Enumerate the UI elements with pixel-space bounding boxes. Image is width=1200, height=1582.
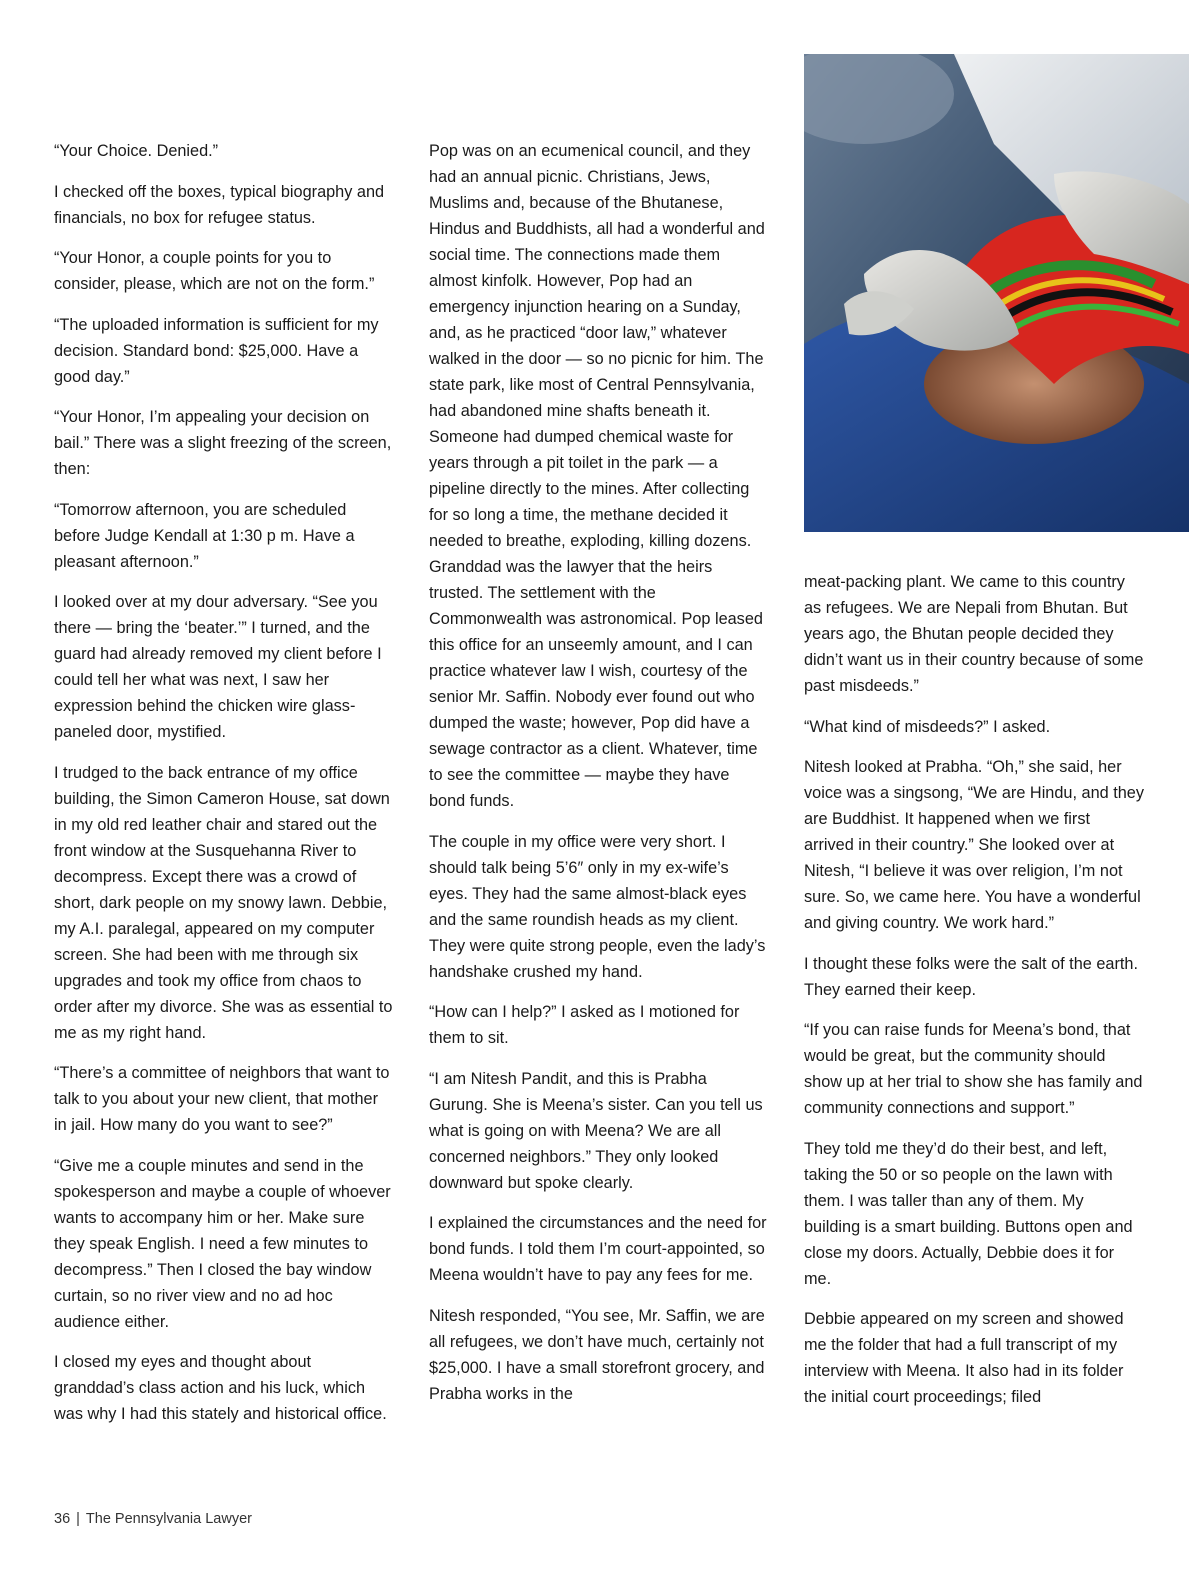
paragraph: Debbie appeared on my screen and showed me the folder that had a full transcript of my interview with Meena. It also had in its folder the initial court proceedings; filed [804, 1310, 1124, 1406]
paragraph: “Tomorrow afternoon, you are scheduled before Judge Kendall at 1:30 p m. Have a pleasant afternoon.” [54, 500, 355, 571]
article-column-2 [429, 138, 769, 1421]
paragraph: The couple in my office were very short. I should talk being 5’6″ only in my ex-wife’s eyes. They had the same almost-black eyes and the same roundish heads as my client. They were quite strong people, even the lady’s handshake crushed my hand. [429, 832, 766, 981]
article-column-3 [804, 569, 1144, 1425]
page-footer [54, 1511, 252, 1527]
paragraph: Nitesh responded, “You see, Mr. Saffin, we are all refugees, we don’t have much, certainly not $25,000. I have a small storefront grocery, and Prabha works in the [429, 1306, 765, 1403]
paragraph: “Give me a couple minutes and send in the spokesperson and maybe a couple of whoever wants to accompany him or her. Make sure they speak English. I need a few minutes to decompress.” Then I closed the bay window curtain, so no river view and no ad hoc audience either. [54, 1156, 391, 1331]
paragraph: “There’s a committee of neighbors that want to talk to you about your new client, that mother in jail. How many do you want to see?” [54, 1064, 390, 1134]
paragraph: “Your Choice. Denied.” [54, 142, 219, 160]
paragraph: “Your Honor, I’m appealing your decision on bail.” There was a slight freezing of the screen, then: [54, 408, 392, 478]
paragraph: They told me they’d do their best, and left, taking the 50 or so people on the lawn with them. I was taller than any of them. My building is a smart building. Buttons open and close my doors. Actually, Debbie does it for me. [804, 1139, 1133, 1288]
footer-separator: | [76, 1511, 80, 1527]
paragraph: “What kind of misdeeds?” I asked. [804, 717, 1051, 736]
paragraph: I closed my eyes and thought about granddad’s class action and his luck, which was why I had this stately and historical office. [54, 1353, 387, 1423]
page-number: 36 [54, 1511, 71, 1527]
paragraph: I trudged to the back entrance of my office building, the Simon Cameron House, sat down in my old red leather chair and stared out the front window at the Susquehanna River to decompress. Except there was a crowd of short, dark people on my snowy lawn. Debbie, my A.I. paralegal, appeared on my computer screen. She had been with me through six upgrades and took my office from chaos to order after my divorce. She was as essential to me as my right hand. [54, 763, 393, 1042]
article-column-1 [54, 138, 394, 1442]
paragraph: “The uploaded information is sufficient for my decision. Standard bond: $25,000. Have a good day.” [54, 315, 379, 386]
paragraph: Pop was on an ecumenical council, and they had an annual picnic. Christians, Jews, Muslims and, because of the Bhutanese, Hindus and Buddhists, all had a wonderful and social time. The connections made them almost kinfolk. However, Pop had an emergency injunction hearing on a Sunday, and, as he practiced “door law,” whatever walked in the door — so no picnic for him. The state park, like most of Central Pennsylvania, had abandoned mine shafts beneath it. Someone had dumped chemical waste for years through a pit toilet in the park — a pipeline directly to the mines. After collecting for so long a time, the methane decided it needed to breathe, exploding, killing dozens. Granddad was the lawyer that the heirs trusted. The settlement with the Commonwealth was astronomical. Pop leased this office for an unseemly amount, and I can practice whatever law I wish, courtesy of the senior Mr. Saffin. Nobody ever found out who dumped the waste; however, Pop did have a sewage contractor as a client. Whatever, time to see the committee — maybe they have bond funds. [429, 142, 765, 810]
paragraph: I thought these folks were the salt of the earth. They earned their keep. [804, 954, 1138, 999]
paragraph: I checked off the boxes, typical biography and financials, no box for refugee status. [54, 182, 385, 227]
paragraph: meat-packing plant. We came to this country as refugees. We are Nepali from Bhutan. But years ago, the Bhutan people decided they didn’t want us in their country because of some past misdeeds.” [804, 573, 1144, 695]
article-photo [804, 54, 1189, 532]
paragraph: “I am Nitesh Pandit, and this is Prabha Gurung. She is Meena’s sister. Can you tell us what is going on with Meena? We are all concerned neighbors.” They only looked downward but spoke clearly. [429, 1069, 763, 1192]
publication-name: The Pennsylvania Lawyer [85, 1511, 252, 1527]
paragraph: Nitesh looked at Prabha. “Oh,” she said, her voice was a singsong, “We are Hindu, and they are Buddhist. It happened when we first arrived in their country.” She looked over at Nitesh, “I believe it was over religion, I’m not sure. So, we came here. You have a wonderful and giving country. We work hard.” [804, 758, 1144, 932]
paragraph: I looked over at my dour adversary. “See you there — bring the ‘beater.’” I turned, and the guard had already removed my client before I could tell her what was next, I saw her expression behind the chicken wire glass-paneled door, mystified. [54, 593, 382, 741]
paragraph: “If you can raise funds for Meena’s bond, that would be great, but the community should show up at her trial to show she has family and community connections and support.” [804, 1021, 1143, 1117]
paragraph: I explained the circumstances and the need for bond funds. I told them I’m court-appointed, so Meena wouldn’t have to pay any fees for me. [429, 1214, 767, 1284]
paragraph: “Your Honor, a couple points for you to consider, please, which are not on the form.” [54, 249, 375, 293]
paragraph: “How can I help?” I asked as I motioned for them to sit. [429, 1003, 740, 1047]
